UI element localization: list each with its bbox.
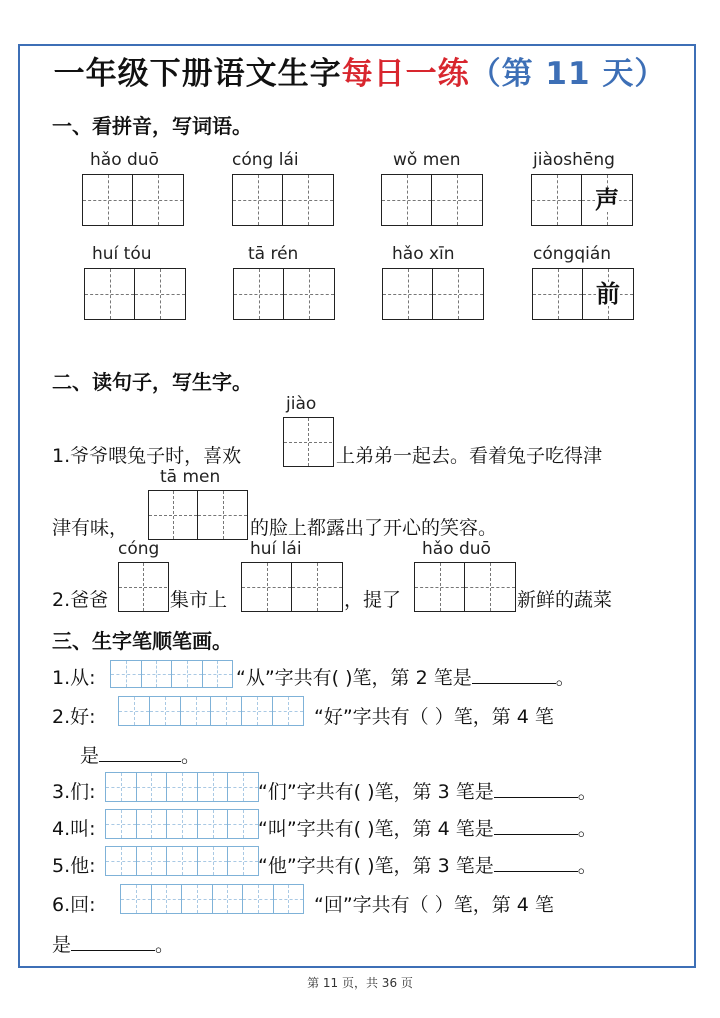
pinyin-2: cóng lái [232,150,299,170]
stroke-label-5: 5.他: [52,855,96,877]
section2-heading: 二、读句子，写生字。 [52,370,252,394]
stroke-question-2: “好”字共有（ ）笔，第 4 笔 [314,706,554,728]
answer-blank-4[interactable] [494,818,578,835]
sentence1-box-1[interactable] [283,417,334,467]
word-box-8[interactable]: 前 [532,268,634,320]
answer-blank-2[interactable] [99,745,181,762]
word-box-1[interactable] [82,174,184,226]
pinyin-3: wǒ men [393,150,461,170]
sentence2-box-1[interactable] [118,562,169,612]
sentence1-part-c: 津有味， [52,517,129,539]
stroke-question-6: “回”字共有（ ）笔，第 4 笔 [314,894,554,916]
page-footer: 第 11 页，共 36 页 [307,976,413,990]
sentence2-part-a: 2.爸爸 [52,589,109,611]
sentence1-box-2[interactable] [148,490,248,540]
word-box-2[interactable] [232,174,334,226]
section3-heading: 三、生字笔顺笔画。 [52,629,232,653]
pinyin-5: huí tóu [92,244,152,264]
stroke-boxes-1[interactable] [110,660,233,688]
pinyin-1: hǎo duō [90,150,159,170]
sentence2-pinyin-1: cóng [118,539,160,559]
sentence2-pinyin-2: huí lái [250,539,302,559]
stroke-boxes-4[interactable] [105,809,259,839]
stroke-cont-6: 是 。 [52,934,175,956]
sentence2-box-3[interactable] [414,562,516,612]
word-box-3[interactable] [381,174,483,226]
sentence1-pinyin-2: tā men [160,467,221,487]
stroke-label-3: 3.们: [52,781,96,803]
section1-heading: 一、看拼音，写词语。 [52,114,252,138]
answer-blank-1[interactable] [472,667,556,684]
stroke-label-4: 4.叫: [52,818,96,840]
stroke-question-4: “叫”字共有( )笔，第 4 笔是 。 [258,818,597,840]
stroke-cont-2: 是 。 [80,745,201,767]
answer-blank-5[interactable] [494,855,578,872]
sentence1-part-a: 1.爷爷喂兔子时，喜欢 [52,445,242,467]
page-title [0,48,720,93]
stroke-boxes-2[interactable] [118,696,304,726]
sentence1-part-d: 的脸上都露出了开心的笑容。 [250,517,498,539]
word-box-7[interactable] [382,268,484,320]
stroke-boxes-5[interactable] [105,846,259,876]
stroke-label-1: 1.从: [52,667,96,689]
title-main: 一年级下册语文生字 [53,56,342,92]
sentence1-pinyin-1: jiào [286,394,317,414]
stroke-boxes-3[interactable] [105,772,259,802]
word-box-4[interactable]: 声 [531,174,633,226]
title-highlight: 每日一练 [341,56,470,92]
pinyin-4: jiàoshēng [533,150,615,170]
title-day: （第 11 天） [469,56,667,92]
answer-blank-6[interactable] [71,934,155,951]
stroke-question-3: “们”字共有( )笔，第 3 笔是 。 [258,781,597,803]
stroke-label-6: 6.回: [52,894,96,916]
sentence2-pinyin-3: hǎo duō [422,539,491,559]
pinyin-7: hǎo xīn [392,244,455,264]
sentence2-box-2[interactable] [241,562,343,612]
sentence2-part-c: ，提了 [344,589,402,611]
pinyin-8: cóngqián [533,244,612,264]
answer-blank-3[interactable] [494,781,578,798]
word-box-6[interactable] [233,268,335,320]
sentence1-part-b: 上弟弟一起去。看着兔子吃得津 [336,445,603,467]
stroke-question-5: “他”字共有( )笔，第 3 笔是 。 [258,855,597,877]
word-box-5[interactable] [84,268,186,320]
stroke-boxes-6[interactable] [120,884,304,914]
pinyin-6: tā rén [248,244,299,264]
sentence2-part-b: 集市上 [170,589,228,611]
stroke-question-1: “从”字共有( )笔，第 2 笔是 。 [236,667,575,689]
stroke-label-2: 2.好: [52,706,96,728]
sentence2-part-d: 新鲜的蔬菜 [517,589,613,611]
